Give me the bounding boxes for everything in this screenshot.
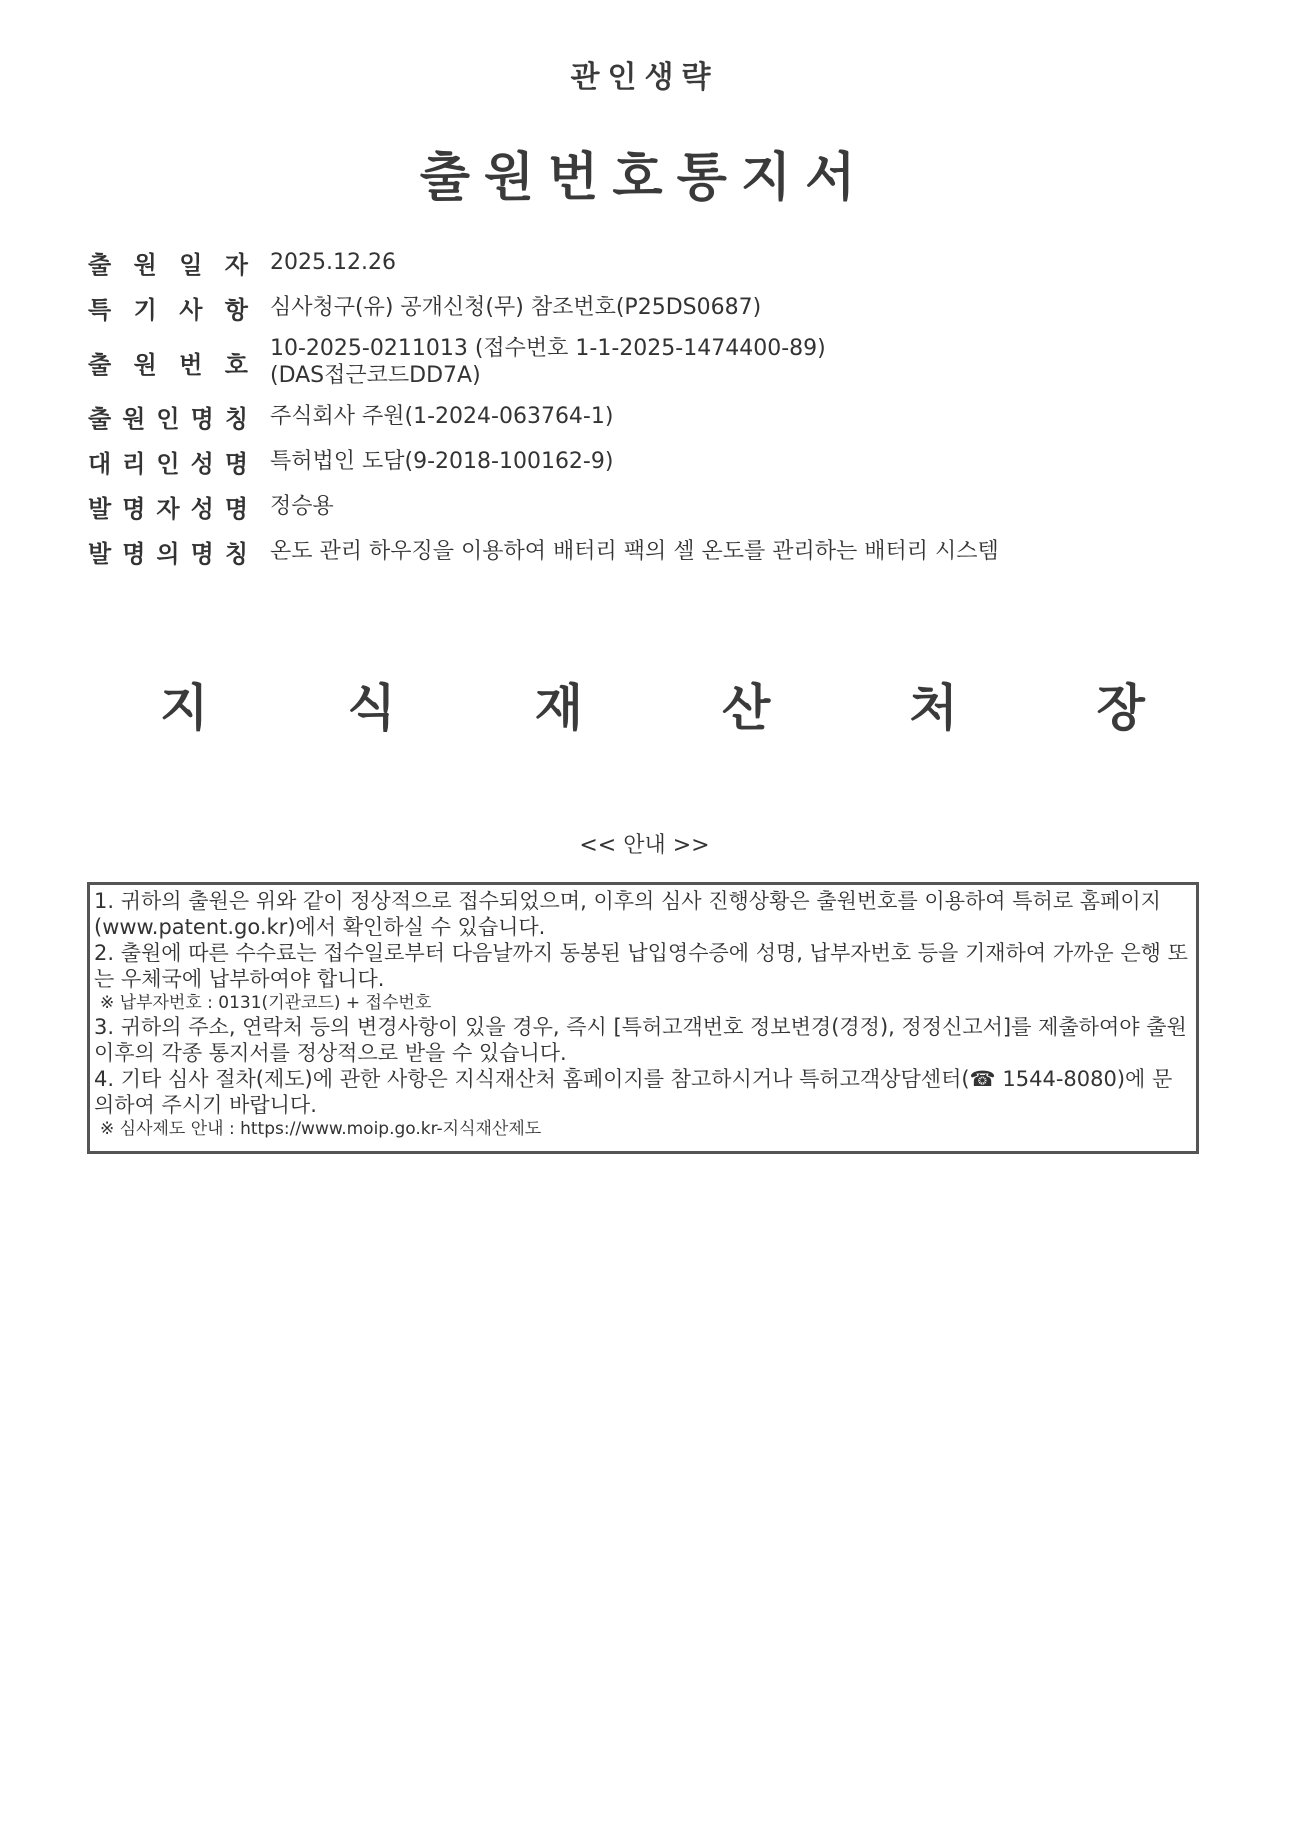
office-char: 식 xyxy=(347,679,396,737)
info-label: 출 원 일 자 xyxy=(88,251,248,279)
inventor-name-value: 정승용 xyxy=(270,494,334,519)
info-row-applicant-name xyxy=(88,399,1208,434)
notice-item-3: 3. 귀하의 주소, 연락처 등의 변경사항이 있을 경우, 즉시 [특허고객번호 정보변경(경정), 정정신고서]를 제출하여야 출원 이후의 각종 통지서를 정상적으로 받을 수 있습니다. xyxy=(94,1015,1187,1065)
seal-omitted-label: 관인생략 xyxy=(570,60,719,95)
application-number-value xyxy=(270,335,826,389)
info-row-inventor-name xyxy=(88,489,1208,524)
info-row-filing-date xyxy=(88,245,1208,280)
office-char: 장 xyxy=(1096,679,1145,737)
agent-name-value: 특허법인 도담(9-2018-100162-9) xyxy=(270,449,614,474)
info-row-invention-title xyxy=(88,534,1208,569)
invention-title-value: 온도 관리 하우징을 이용하여 배터리 팩의 셀 온도를 관리하는 배터리 시스템 xyxy=(270,539,999,564)
application-number-line: 10-2025-0211013 (접수번호 1-1-2025-1474400-89) xyxy=(270,336,826,361)
office-char: 지 xyxy=(160,679,209,737)
notice-item-1: 1. 귀하의 출원은 위와 같이 정상적으로 접수되었으며, 이후의 심사 진행상황은 출원번호를 이용하여 특허로 홈페이지(www.patent.go.kr)에서 확인하실 수 있습니다. xyxy=(94,889,1161,939)
notice-heading: << 안내 >> xyxy=(579,833,710,858)
notice-item-2: 2. 출원에 따른 수수료는 접수일로부터 다음날까지 동봉된 납입영수증에 성명, 납부자번호 등을 기재하여 가까운 은행 또는 우체국에 납부하여야 합니다. xyxy=(94,941,1188,991)
info-row-special-notes xyxy=(88,290,1208,325)
applicant-name-value: 주식회사 주원(1-2024-063764-1) xyxy=(270,404,614,429)
notice-item-4: 4. 기타 심사 절차(제도)에 관한 사항은 지식재산처 홈페이지를 참고하시거나 특허고객상담센터(☎ 1544-8080)에 문의하여 주시기 바랍니다. xyxy=(94,1067,1173,1117)
notice-note-payer-number: ※ 납부자번호 : 0131(기관코드) + 접수번호 xyxy=(100,993,432,1013)
info-label: 대 리 인 성 명 xyxy=(88,450,248,478)
office-char: 처 xyxy=(909,679,958,737)
office-char: 재 xyxy=(534,679,583,737)
das-access-code-line: (DAS접근코드DD7A) xyxy=(270,363,481,388)
filing-date-value: 2025.12.26 xyxy=(270,250,396,275)
special-notes-value: 심사청구(유) 공개신청(무) 참조번호(P25DS0687) xyxy=(270,295,762,320)
notice-note-system-guide: ※ 심사제도 안내 : https://www.moip.go.kr-지식재산제도 xyxy=(100,1119,542,1139)
info-label: 출 원 번 호 xyxy=(88,350,248,379)
application-info-table xyxy=(88,245,1208,579)
info-label: 출 원 인 명 칭 xyxy=(88,405,248,433)
info-label: 발 명 의 명 칭 xyxy=(88,540,248,568)
info-label: 발 명 자 성 명 xyxy=(88,495,248,523)
info-row-application-number xyxy=(88,335,1208,389)
info-label: 특 기 사 항 xyxy=(88,296,248,324)
office-char: 산 xyxy=(721,679,771,737)
office-signature xyxy=(160,668,1145,740)
notice-box xyxy=(87,882,1199,1154)
document-title: 출원번호통지서 xyxy=(419,148,870,208)
info-row-agent-name xyxy=(88,444,1208,479)
